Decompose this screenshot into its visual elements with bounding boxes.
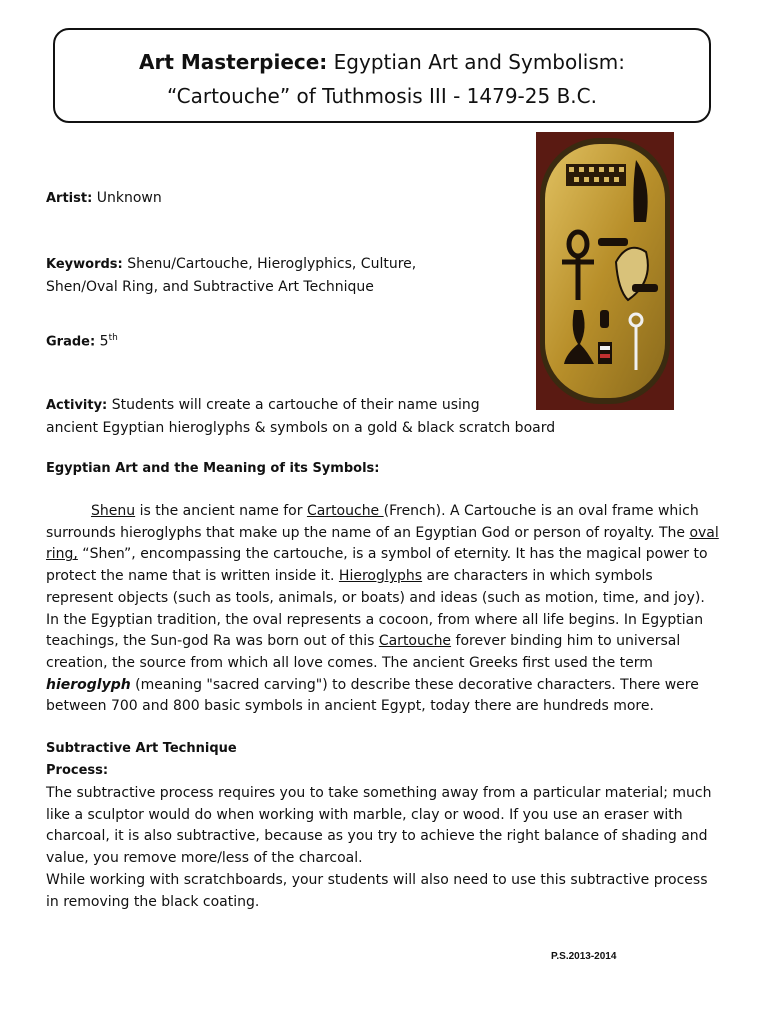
term-oval-ring: oval ring, [46,524,719,563]
text-part-3: “Shen”, encompassing the cartouche, is a symbol of eternity. It has the magical power to protect the name that is written inside it. [46,546,708,585]
keywords-label: Keywords: [46,257,123,272]
term-shenu: Shenu [91,503,136,519]
activity-line-2: ancient Egyptian hieroglyphs & symbols on a gold & black scratch board [46,420,556,436]
keywords-line-2: Shen/Oval Ring, and Subtractive Art Technique [46,279,374,295]
artist-label: Artist: [46,191,93,206]
keywords-line [46,253,416,298]
title-rest: Egyptian Art and Symbolism: [333,50,625,74]
title-box [53,28,711,123]
text-part-6: (meaning "sacred carving") to describe these decorative characters. There were between 700 and 800 basic symbols in ancient Egypt, today there are hundreds more. [46,676,699,715]
symbols-paragraph [46,501,722,718]
title-line-2: “Cartouche” of Tuthmosis III - 1479-25 B.C. [167,84,597,108]
grade-sup: th [108,333,118,343]
text-part-5: forever binding him to universal creation, the source from which all love comes. The ancient Greeks first used the term [46,633,681,671]
grade-line [46,327,118,354]
footer-year: P.S.2013-2014 [551,951,617,962]
symbols-heading: Egyptian Art and the Meaning of its Symbols: [46,461,380,476]
title-line-1 [55,50,709,74]
text-part-1: is the ancient name for [135,503,307,519]
term-hieroglyph: hieroglyph [46,676,131,693]
cartouche-photo [536,132,674,410]
artist-line [46,187,162,210]
process-label: Process: [46,763,109,778]
technique-paragraph [46,783,722,913]
title-lead: Art Masterpiece: [138,50,328,74]
term-hieroglyphs: Hieroglyphs [338,568,423,585]
grade-label: Grade: [46,334,96,350]
artist-value: Unknown [96,190,162,206]
activity-line-1: Students will create a cartouche of their name using [111,397,480,413]
technique-paragraph-1: The subtractive process requires you to take something away from a particular material; much like a sculptor would do when working with marble, clay or wood. If you use an eraser with charcoal, it is also subtractive, because as you try to achieve the right balance of shading and value, you remove more/less of the charcoal. [46,785,712,867]
term-cartouche: Cartouche [306,503,384,519]
term-cartouche-2: Cartouche [378,633,452,650]
technique-paragraph-2: While working with scratchboards, your students will also need to use this subtractive process in removing the black coating. [46,871,708,910]
text-part-4: are characters in which symbols represent objects (such as tools, animals, or boats) and ideas (such as motion, time, and joy). In the Egyptian tradition, the oval represents a cocoon, from where all life begins. In Egyptian teachings, the Sun-god Ra was born out of this [46,568,705,650]
text-part-2: (French). A Cartouche is an oval frame which surrounds hieroglyphs that make up the name of an Egyptian God or person of royalty. The [46,503,699,541]
activity-label: Activity: [46,398,108,413]
grade-value: 5 [99,333,109,350]
activity-line [46,394,555,439]
keywords-line-1: Shenu/Cartouche, Hieroglyphics, Culture, [127,256,417,272]
technique-heading: Subtractive Art Technique [46,741,237,756]
